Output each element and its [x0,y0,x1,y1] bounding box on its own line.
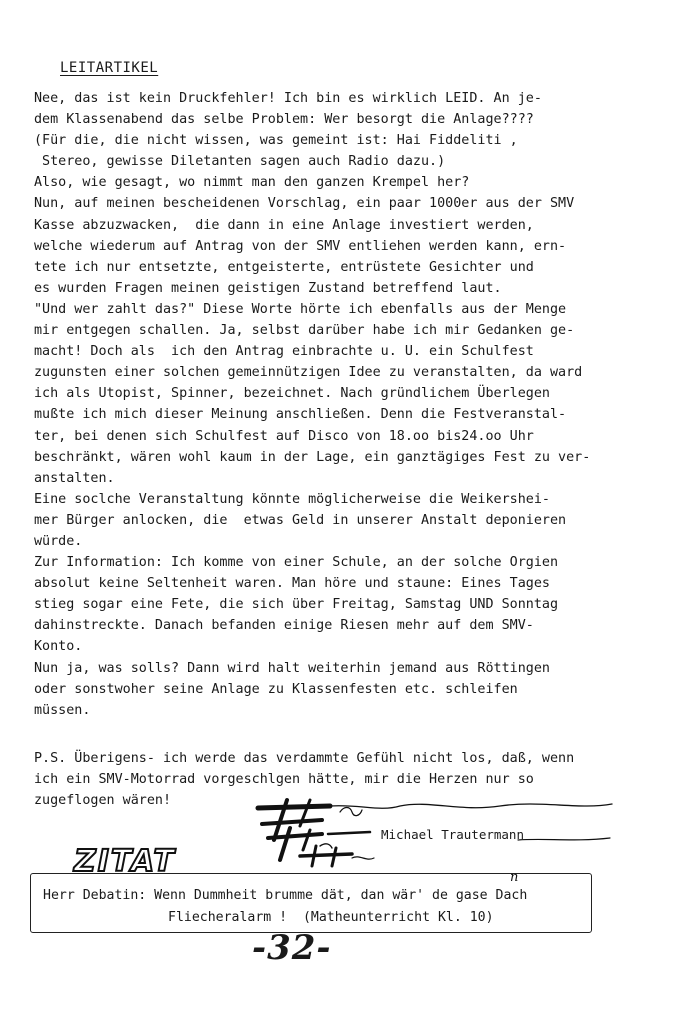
postscript [34,748,654,811]
quote-box [30,870,592,933]
text-line: zugunsten einer solchen gemeinnützigen Idee zu veranstalten, da ward [34,365,583,381]
text-line: dahinstreckte. Danach befanden einige Riesen mehr auf dem SMV- [34,618,534,634]
text-line: absolut keine Seltenheit waren. Man höre und staune: Eines Tages [34,576,550,592]
quote-line-2: Fliecheralarm ! (Matheunterricht Kl. 10) [168,910,494,925]
zitat-label: ZITAT [74,844,176,876]
ps-line: zugeflogen wären! [34,793,172,809]
text-line: würde. [34,533,83,549]
ps-line: ich ein SMV-Motorrad vorgeschlgen hätte, mir die Herzen nur so [34,772,534,788]
text-line: mer Bürger anlocken, die etwas Geld in unserer Anstalt deponieren [34,512,567,528]
svg-text:n: n [510,870,519,885]
handwritten-correction-mark [507,868,523,886]
text-line: beschränkt, wären wohl kaum in der Lage, ein ganztägiges Fest zu ver- [34,449,591,465]
text-line: Zur Information: Ich komme von einer Schule, an der solche Orgien [34,555,559,571]
text-line: Konto. [34,639,83,655]
article-heading: LEITARTIKEL [60,60,159,76]
text-line: "Und wer zahlt das?" Diese Worte hörte ich ebenfalls aus der Menge [34,301,567,317]
zitat-logo [70,842,210,876]
text-line: Nun, auf meinen bescheidenen Vorschlag, ein paar 1000er aus der SMV [34,196,575,212]
text-line: müssen. [34,702,91,718]
text-line: mußte ich mich dieser Meinung anschließen. Denn die Festveranstal- [34,407,567,423]
text-line: Nee, das ist kein Druckfehler! Ich bin es wirklich LEID. An je- [34,91,542,106]
text-line: (Für die, die nicht wissen, was gemeint ist: Hai Fiddeliti , [34,133,518,149]
text-line: macht! Doch als ich den Antrag einbrachte u. U. ein Schulfest [34,344,534,360]
text-line: anstalten. [34,470,115,486]
ps-line: P.S. Überigens- ich werde das verdammte Gefühl nicht los, daß, wenn [34,751,575,766]
text-line: tete ich nur entsetzte, entgeisterte, entrüstete Gesichter und [34,259,534,275]
page-number: -32- [252,928,332,968]
text-line: Also, wie gesagt, wo nimmt man den ganzen Krempel her? [34,175,470,191]
text-line: welche wiederum auf Antrag von der SMV entliehen werden kann, ern- [34,238,567,254]
text-line: es wurden Fragen meinen geistigen Zustand betreffend laut. [34,280,502,296]
quote-line-1: Herr Debatin: Wenn Dummheit brumme dät, dan wär' de gase Dach [43,888,528,903]
text-line: mir entgegen schallen. Ja, selbst darüber habe ich mir Gedanken ge- [34,323,575,339]
text-line: Stereo, gewisse Diletanten sagen auch Radio dazu.) [34,154,446,170]
text-line: ich als Utopist, Spinner, bezeichnet. Nach gründlichem Überlegen [34,386,550,402]
author-name: Michael Trautermann [381,827,524,842]
text-line: ter, bei denen sich Schulfest auf Disco von 18.oo bis24.oo Uhr [34,428,534,444]
text-line: oder sonstwoher seine Anlage zu Klassenfesten etc. schleifen [34,681,518,697]
text-line: Nun ja, was solls? Dann wird halt weiterhin jemand aus Röttingen [34,660,550,676]
text-line: stieg sogar eine Fete, die sich über Freitag, Samstag UND Sonntag [34,597,559,613]
text-line: Eine soclche Veranstaltung könnte möglicherweise die Weikershei- [34,491,550,507]
text-line: dem Klassenabend das selbe Problem: Wer besorgt die Anlage???? [34,112,534,128]
text-line: Kasse abzuzwacken, die dann in eine Anlage investiert werden, [34,217,534,233]
article-body [34,88,654,721]
